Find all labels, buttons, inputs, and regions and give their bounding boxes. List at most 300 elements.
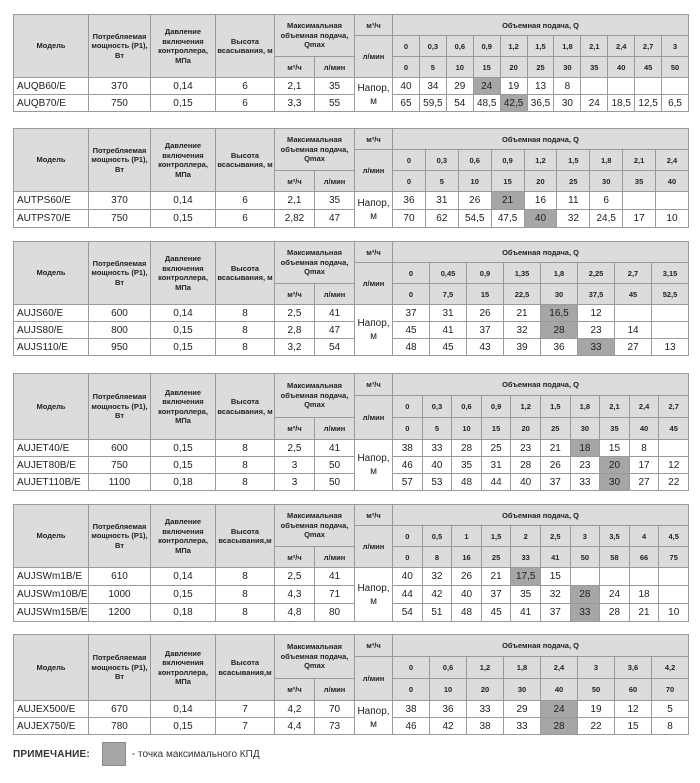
pressure-value: 0,15 xyxy=(151,718,216,735)
flow-m3h-value: 2,4 xyxy=(629,396,659,418)
flow-m3h-value: 1,5 xyxy=(481,526,511,547)
flow-m3h-value: 3 xyxy=(570,526,600,547)
flow-lmin-value: 0 xyxy=(393,679,430,701)
flow-m3h-value: 2,25 xyxy=(578,263,615,284)
header-model: Модель xyxy=(14,374,89,440)
model-name: AUJET40/E xyxy=(14,440,89,457)
header-row xyxy=(14,374,689,396)
flow-lmin-value: 10 xyxy=(452,418,482,440)
header-flow: Объемная подача, Q xyxy=(393,374,689,396)
head-value: 36 xyxy=(393,192,426,210)
flow-m3h-value: 1,2 xyxy=(500,36,527,57)
flow-lmin-value: 20 xyxy=(500,57,527,78)
suction-value: 8 xyxy=(216,586,275,604)
flow-m3h-value: 2,5 xyxy=(540,526,570,547)
table-row xyxy=(14,440,689,457)
head-value: 8 xyxy=(554,78,581,95)
power-value: 600 xyxy=(89,305,151,322)
flow-lmin-value: 45 xyxy=(615,284,652,305)
head-value: 22 xyxy=(578,718,615,735)
head-value: 18 xyxy=(629,586,659,604)
header-q-m3h-unit: м³/ч xyxy=(355,242,393,263)
pressure-value: 0,14 xyxy=(151,701,216,718)
header-row xyxy=(14,635,689,657)
model-name: AUJS80/E xyxy=(14,322,89,339)
flow-m3h-value: 2,7 xyxy=(659,396,689,418)
header-model: Модель xyxy=(14,505,89,568)
header-row xyxy=(14,242,689,263)
head-value xyxy=(623,192,656,210)
power-value: 600 xyxy=(89,440,151,457)
head-value: 35 xyxy=(511,586,541,604)
head-value: 38 xyxy=(467,718,504,735)
head-value: 70 xyxy=(393,210,426,228)
flow-lmin-value: 25 xyxy=(481,547,511,568)
header-qmax-m3h: м³/ч xyxy=(275,418,315,440)
head-value: 54,5 xyxy=(458,210,491,228)
flow-m3h-value: 0,6 xyxy=(452,396,482,418)
pressure-value: 0,15 xyxy=(151,95,216,112)
model-name: AUTPS60/E xyxy=(14,192,89,210)
head-value-max-efficiency: 40 xyxy=(524,210,557,228)
head-value: 26 xyxy=(452,568,482,586)
flow-lmin-value: 35 xyxy=(600,418,630,440)
table-row xyxy=(14,701,689,718)
pressure-value: 0,14 xyxy=(151,568,216,586)
flow-lmin-value: 37,5 xyxy=(578,284,615,305)
suction-value: 6 xyxy=(216,95,275,112)
flow-m3h-value: 1,5 xyxy=(557,150,590,171)
flow-lmin-value: 58 xyxy=(600,547,630,568)
header-qmax-m3h: м³/ч xyxy=(275,679,315,701)
qmax-m3h-value: 2,5 xyxy=(275,440,315,457)
flow-m3h-value: 1,8 xyxy=(570,396,600,418)
header-row xyxy=(14,505,689,526)
head-value-max-efficiency: 28 xyxy=(570,586,600,604)
flow-lmin-value: 10 xyxy=(446,57,473,78)
flow-lmin-value: 16 xyxy=(452,547,482,568)
model-name: AUJSWm1B/E xyxy=(14,568,89,586)
pump-table xyxy=(13,504,689,622)
flow-m3h-value: 0,5 xyxy=(422,526,452,547)
head-value xyxy=(635,78,662,95)
power-value: 1100 xyxy=(89,474,151,491)
head-value: 21 xyxy=(504,305,541,322)
head-value: 45 xyxy=(393,322,430,339)
header-power: Потребляемая мощность (P1), Вт xyxy=(89,374,151,440)
table-row xyxy=(14,192,689,210)
header-power: Потребляемая мощность (P1), Вт xyxy=(89,505,151,568)
head-value xyxy=(656,192,689,210)
model-name: AUJS60/E xyxy=(14,305,89,322)
header-model: Модель xyxy=(14,129,89,192)
header-qmax-lmin: л/мин xyxy=(315,418,355,440)
table-row xyxy=(14,339,689,356)
head-value: 13 xyxy=(652,339,689,356)
flow-m3h-value: 0 xyxy=(393,150,426,171)
flow-m3h-value: 0,9 xyxy=(481,396,511,418)
flow-lmin-value: 45 xyxy=(635,57,662,78)
flow-lmin-value: 20 xyxy=(524,171,557,192)
header-flow: Объемная подача, Q xyxy=(393,15,689,36)
head-value xyxy=(659,586,689,604)
suction-value: 8 xyxy=(216,322,275,339)
head-value xyxy=(652,305,689,322)
header-model: Модель xyxy=(14,15,89,78)
pressure-value: 0,15 xyxy=(151,457,216,474)
header-flow: Объемная подача, Q xyxy=(393,129,689,150)
flow-lmin-value: 45 xyxy=(659,418,689,440)
flow-lmin-value: 66 xyxy=(629,547,659,568)
flow-lmin-value: 70 xyxy=(652,679,689,701)
head-value: 65 xyxy=(393,95,420,112)
header-row xyxy=(14,15,689,36)
flow-m3h-value: 1,35 xyxy=(504,263,541,284)
flow-m3h-value: 2,1 xyxy=(600,396,630,418)
head-value: 33 xyxy=(570,474,600,491)
suction-value: 6 xyxy=(216,210,275,228)
table-row xyxy=(14,210,689,228)
model-name: AUQB60/E xyxy=(14,78,89,95)
header-flow: Объемная подача, Q xyxy=(393,635,689,657)
flow-m3h-value: 1,8 xyxy=(541,263,578,284)
head-value: 38 xyxy=(393,701,430,718)
head-label: Напор, м xyxy=(355,440,393,491)
head-value: 53 xyxy=(422,474,452,491)
flow-m3h-value: 0,45 xyxy=(430,263,467,284)
qmax-lmin-value: 47 xyxy=(315,210,355,228)
head-value: 5 xyxy=(652,701,689,718)
head-value: 44 xyxy=(481,474,511,491)
flow-m3h-value: 0 xyxy=(393,526,423,547)
head-value xyxy=(570,568,600,586)
head-value: 15 xyxy=(600,440,630,457)
head-value-max-efficiency: 21 xyxy=(491,192,524,210)
head-label: Напор, м xyxy=(355,78,393,112)
flow-lmin-value: 7,5 xyxy=(430,284,467,305)
header-suction: Высота всасывания, м xyxy=(216,242,275,305)
pressure-value: 0,15 xyxy=(151,210,216,228)
flow-lmin-value: 15 xyxy=(481,418,511,440)
flow-lmin-value: 10 xyxy=(430,679,467,701)
head-value: 54 xyxy=(446,95,473,112)
flow-lmin-value: 30 xyxy=(590,171,623,192)
head-value: 31 xyxy=(425,192,458,210)
head-value: 17 xyxy=(629,457,659,474)
flow-lmin-value: 52,5 xyxy=(652,284,689,305)
model-name: AUJET80B/E xyxy=(14,457,89,474)
flow-m3h-value: 0,3 xyxy=(422,396,452,418)
power-value: 670 xyxy=(89,701,151,718)
head-value: 12 xyxy=(659,457,689,474)
head-value: 33 xyxy=(504,718,541,735)
flow-lmin-value: 15 xyxy=(473,57,500,78)
flow-m3h-value: 2,1 xyxy=(623,150,656,171)
head-value: 15 xyxy=(615,718,652,735)
head-value: 28 xyxy=(452,440,482,457)
suction-value: 6 xyxy=(216,192,275,210)
header-row xyxy=(14,129,689,150)
head-value: 37 xyxy=(540,474,570,491)
head-value xyxy=(652,322,689,339)
header-power: Потребляемая мощность (P1), Вт xyxy=(89,242,151,305)
flow-lmin-value: 40 xyxy=(629,418,659,440)
head-value: 42 xyxy=(430,718,467,735)
head-value: 26 xyxy=(540,457,570,474)
flow-m3h-value: 1,8 xyxy=(504,657,541,679)
header-suction: Высота всасывания, м xyxy=(216,129,275,192)
header-pressure: Давление включения контроллера, МПа xyxy=(151,129,216,192)
flow-lmin-value: 30 xyxy=(554,57,581,78)
flow-m3h-value: 4,2 xyxy=(652,657,689,679)
model-name: AUJSWm10B/E xyxy=(14,586,89,604)
suction-value: 8 xyxy=(216,604,275,622)
header-qmax: Максимальная объемная подача, Qmax xyxy=(275,505,355,547)
head-value xyxy=(659,440,689,457)
flow-m3h-value: 3 xyxy=(578,657,615,679)
flow-lmin-value: 41 xyxy=(540,547,570,568)
suction-value: 6 xyxy=(216,78,275,95)
head-value: 8 xyxy=(652,718,689,735)
head-value-max-efficiency: 42,5 xyxy=(500,95,527,112)
head-value-max-efficiency: 28 xyxy=(541,718,578,735)
head-value: 32 xyxy=(504,322,541,339)
head-value: 27 xyxy=(629,474,659,491)
flow-lmin-value: 0 xyxy=(393,547,423,568)
header-q-lmin-unit: л/мин xyxy=(355,150,393,192)
flow-lmin-value: 0 xyxy=(393,418,423,440)
head-value: 21 xyxy=(481,568,511,586)
flow-lmin-value: 50 xyxy=(662,57,689,78)
head-value: 28 xyxy=(600,604,630,622)
qmax-lmin-value: 50 xyxy=(315,474,355,491)
flow-lmin-value: 30 xyxy=(504,679,541,701)
pressure-value: 0,15 xyxy=(151,339,216,356)
legend-note xyxy=(13,742,260,766)
header-qmax-lmin: л/мин xyxy=(315,171,355,192)
head-value: 33 xyxy=(422,440,452,457)
flow-m3h-value: 0 xyxy=(393,396,423,418)
flow-lmin-value: 10 xyxy=(458,171,491,192)
head-value: 12 xyxy=(615,701,652,718)
head-value: 43 xyxy=(467,339,504,356)
table-row xyxy=(14,78,689,95)
suction-value: 8 xyxy=(216,339,275,356)
header-qmax-lmin: л/мин xyxy=(315,679,355,701)
head-value: 45 xyxy=(430,339,467,356)
head-value: 42 xyxy=(422,586,452,604)
header-pressure: Давление включения контроллера, МПа xyxy=(151,15,216,78)
head-value xyxy=(581,78,608,95)
qmax-m3h-value: 3 xyxy=(275,474,315,491)
header-q-lmin-unit: л/мин xyxy=(355,396,393,440)
header-qmax: Максимальная объемная подача, Qmax xyxy=(275,374,355,418)
qmax-lmin-value: 80 xyxy=(315,604,355,622)
head-value: 35 xyxy=(452,457,482,474)
power-value: 750 xyxy=(89,210,151,228)
pressure-value: 0,18 xyxy=(151,474,216,491)
flow-lmin-value: 35 xyxy=(581,57,608,78)
flow-m3h-value: 1,5 xyxy=(527,36,554,57)
flow-m3h-value: 1,5 xyxy=(540,396,570,418)
head-value: 19 xyxy=(500,78,527,95)
head-value: 31 xyxy=(430,305,467,322)
suction-value: 8 xyxy=(216,474,275,491)
pressure-value: 0,15 xyxy=(151,322,216,339)
head-value: 32 xyxy=(557,210,590,228)
flow-lmin-value: 0 xyxy=(393,171,426,192)
head-value: 32 xyxy=(540,586,570,604)
power-value: 780 xyxy=(89,718,151,735)
head-value: 40 xyxy=(452,586,482,604)
head-value: 34 xyxy=(419,78,446,95)
head-value: 29 xyxy=(504,701,541,718)
pressure-value: 0,14 xyxy=(151,192,216,210)
qmax-m3h-value: 2,82 xyxy=(275,210,315,228)
flow-lmin-value: 20 xyxy=(467,679,504,701)
flow-m3h-value: 1,8 xyxy=(590,150,623,171)
flow-m3h-value: 2,7 xyxy=(615,263,652,284)
flow-lmin-value: 5 xyxy=(419,57,446,78)
flow-m3h-value: 0 xyxy=(393,657,430,679)
note-text: - точка максимального КПД xyxy=(131,748,260,760)
header-power: Потребляемая мощность (P1), Вт xyxy=(89,635,151,701)
head-value: 37 xyxy=(393,305,430,322)
head-value: 32 xyxy=(422,568,452,586)
header-pressure: Давление включения контроллера, МПа xyxy=(151,374,216,440)
qmax-m3h-value: 2,5 xyxy=(275,568,315,586)
head-value-max-efficiency: 24 xyxy=(473,78,500,95)
header-qmax-lmin: л/мин xyxy=(315,57,355,78)
model-name: AUJET110B/E xyxy=(14,474,89,491)
suction-value: 7 xyxy=(216,701,275,718)
flow-m3h-value: 2,4 xyxy=(608,36,635,57)
power-value: 370 xyxy=(89,192,151,210)
flow-m3h-value: 3,15 xyxy=(652,263,689,284)
header-qmax-m3h: м³/ч xyxy=(275,57,315,78)
flow-m3h-value: 0,9 xyxy=(491,150,524,171)
header-q-m3h-unit: м³/ч xyxy=(355,635,393,657)
model-name: AUJSWm15B/E xyxy=(14,604,89,622)
head-value: 25 xyxy=(481,440,511,457)
flow-m3h-value: 0 xyxy=(393,263,430,284)
head-value: 29 xyxy=(446,78,473,95)
head-value: 16 xyxy=(524,192,557,210)
head-value: 23 xyxy=(511,440,541,457)
header-flow: Объемная подача, Q xyxy=(393,505,689,526)
max-efficiency-swatch xyxy=(102,742,126,766)
head-value: 12,5 xyxy=(635,95,662,112)
head-value: 36,5 xyxy=(527,95,554,112)
head-value: 18,5 xyxy=(608,95,635,112)
head-value: 36 xyxy=(541,339,578,356)
head-value: 24 xyxy=(581,95,608,112)
head-value: 24,5 xyxy=(590,210,623,228)
head-value: 41 xyxy=(430,322,467,339)
header-q-lmin-unit: л/мин xyxy=(355,526,393,568)
head-value: 41 xyxy=(511,604,541,622)
table-row xyxy=(14,95,689,112)
flow-lmin-value: 75 xyxy=(659,547,689,568)
header-q-lmin-unit: л/мин xyxy=(355,263,393,305)
qmax-m3h-value: 2,1 xyxy=(275,78,315,95)
head-value-max-efficiency: 24 xyxy=(541,701,578,718)
flow-lmin-value: 25 xyxy=(540,418,570,440)
head-value: 28 xyxy=(511,457,541,474)
head-value: 59,5 xyxy=(419,95,446,112)
head-value: 57 xyxy=(393,474,423,491)
header-q-m3h-unit: м³/ч xyxy=(355,505,393,526)
table-row xyxy=(14,322,689,339)
power-value: 610 xyxy=(89,568,151,586)
head-value xyxy=(615,305,652,322)
qmax-lmin-value: 41 xyxy=(315,440,355,457)
head-value: 13 xyxy=(527,78,554,95)
header-flow: Объемная подача, Q xyxy=(393,242,689,263)
head-value-max-efficiency: 33 xyxy=(578,339,615,356)
flow-m3h-value: 4 xyxy=(629,526,659,547)
head-value: 48 xyxy=(393,339,430,356)
head-value: 19 xyxy=(578,701,615,718)
head-value: 24 xyxy=(600,586,630,604)
header-suction: Высота всасывания,м xyxy=(216,505,275,568)
flow-lmin-value: 30 xyxy=(541,284,578,305)
head-value: 46 xyxy=(393,718,430,735)
head-value: 22 xyxy=(659,474,689,491)
head-value: 10 xyxy=(656,210,689,228)
qmax-lmin-value: 54 xyxy=(315,339,355,356)
power-value: 1200 xyxy=(89,604,151,622)
head-value: 51 xyxy=(422,604,452,622)
power-value: 1000 xyxy=(89,586,151,604)
flow-lmin-value: 50 xyxy=(578,679,615,701)
header-qmax: Максимальная объемная подача, Qmax xyxy=(275,129,355,171)
head-value-max-efficiency: 28 xyxy=(541,322,578,339)
head-value: 37 xyxy=(481,586,511,604)
head-label: Напор, м xyxy=(355,568,393,622)
flow-lmin-value: 22,5 xyxy=(504,284,541,305)
head-value: 27 xyxy=(615,339,652,356)
flow-m3h-value: 4,5 xyxy=(659,526,689,547)
qmax-m3h-value: 4,3 xyxy=(275,586,315,604)
head-value-max-efficiency: 18 xyxy=(570,440,600,457)
head-value: 44 xyxy=(393,586,423,604)
head-label: Напор, м xyxy=(355,701,393,735)
head-value: 62 xyxy=(425,210,458,228)
pump-table xyxy=(13,634,689,735)
head-value: 21 xyxy=(540,440,570,457)
flow-lmin-value: 33 xyxy=(511,547,541,568)
header-q-lmin-unit: л/мин xyxy=(355,36,393,78)
header-q-m3h-unit: м³/ч xyxy=(355,129,393,150)
power-value: 370 xyxy=(89,78,151,95)
flow-m3h-value: 2 xyxy=(511,526,541,547)
flow-m3h-value: 3 xyxy=(662,36,689,57)
header-qmax: Максимальная объемная подача, Qmax xyxy=(275,635,355,679)
header-q-m3h-unit: м³/ч xyxy=(355,15,393,36)
qmax-m3h-value: 3 xyxy=(275,457,315,474)
qmax-m3h-value: 4,8 xyxy=(275,604,315,622)
header-qmax: Максимальная объемная подача, Qmax xyxy=(275,242,355,284)
head-value: 11 xyxy=(557,192,590,210)
qmax-lmin-value: 41 xyxy=(315,305,355,322)
head-value: 6 xyxy=(590,192,623,210)
head-value: 36 xyxy=(430,701,467,718)
pump-table xyxy=(13,373,689,491)
power-value: 750 xyxy=(89,457,151,474)
header-qmax: Максимальная объемная подача, Qmax xyxy=(275,15,355,57)
flow-lmin-value: 25 xyxy=(527,57,554,78)
